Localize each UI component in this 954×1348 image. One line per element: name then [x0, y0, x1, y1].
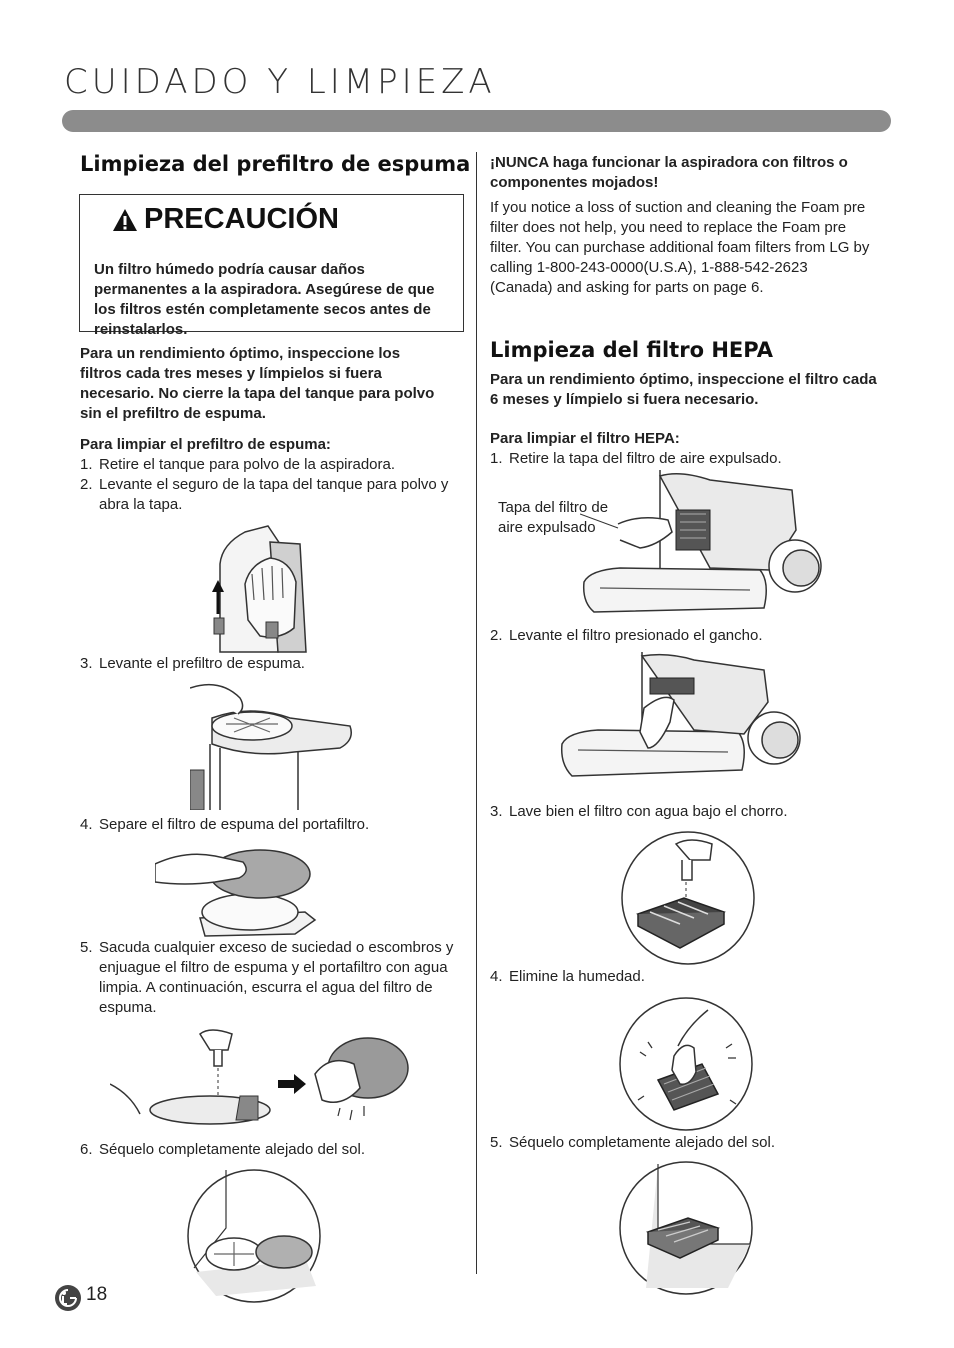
foam-step-4-list — [80, 815, 450, 835]
hepa-step-1-list — [490, 449, 880, 469]
foam-intro: Para un rendimiento óptimo, inspeccione los filtros cada tres meses y límpielos si fuera necesario. No cierre la tapa del tanque para polvo sin el prefiltro de espuma. — [80, 345, 435, 422]
figure-shake-hepa — [618, 996, 754, 1132]
hepa-step-3: 3. Lave bien el filtro con agua bajo el chorro. — [490, 803, 788, 820]
foam-step-4: 4. Separe el filtro de espuma del portafiltro. — [80, 816, 370, 833]
hepa-step-5-list — [490, 1133, 880, 1153]
hepa-step-4-list — [490, 967, 880, 987]
title-bar — [62, 110, 891, 132]
figure-wash-hepa — [620, 830, 756, 966]
caution-label: PRECAUCIÓN — [144, 203, 339, 235]
section-heading-foam: Limpieza del prefiltro de espuma — [80, 152, 471, 176]
exhaust-cover-callout: Tapa del filtro de aire expulsado — [498, 499, 609, 536]
foam-step-5-list — [80, 938, 465, 1018]
foam-step-5: 5. Sacuda cualquier exceso de suciedad o escombros y enjuague el filtro de espuma y el portafiltro con agua limpia. A continuación, escurra el agua del filtro de espuma. — [80, 939, 454, 1016]
caution-text: Un filtro húmedo podría causar daños permanentes a la aspiradora. Asegúrese de que los filtros estén completamente secos antes de reinstalarlos. — [94, 261, 435, 338]
hepa-step-4: 4. Elimine la humedad. — [490, 968, 645, 985]
section-heading-hepa: Limpieza del filtro HEPA — [490, 338, 773, 362]
figure-lift-prefilter — [190, 678, 360, 810]
figure-remove-exhaust-cover — [580, 470, 825, 620]
hepa-step-3-list — [490, 802, 880, 822]
page-number: 18 — [86, 1284, 108, 1305]
hepa-procedure-title: Para limpiar el filtro HEPA: — [490, 430, 680, 447]
caution-header — [112, 203, 339, 236]
wet-warning: ¡NUNCA haga funcionar la aspiradora con filtros o componentes mojados! — [490, 154, 848, 191]
figure-separate-filter — [155, 842, 320, 938]
figure-rinse-squeeze — [110, 1024, 415, 1128]
foam-procedure-title: Para limpiar el prefiltro de espuma: — [80, 436, 331, 453]
page-title: CUIDADO Y LIMPIEZA — [64, 62, 496, 102]
foam-step-2: 2. Levante el seguro de la tapa del tanque para polvo y abra la tapa. — [80, 476, 449, 513]
figure-dry-hepa — [618, 1160, 754, 1296]
hepa-step-1: 1. Retire la tapa del filtro de aire expulsado. — [490, 450, 782, 467]
figure-dry-foam — [186, 1168, 322, 1304]
lg-logo-icon — [54, 1284, 82, 1312]
figure-lift-hepa — [558, 652, 803, 782]
foam-step-3: 3. Levante el prefiltro de espuma. — [80, 655, 305, 672]
hepa-step-5: 5. Séquelo completamente alejado del sol. — [490, 1134, 776, 1151]
foam-step-1: 1. Retire el tanque para polvo de la aspiradora. — [80, 456, 396, 473]
caution-box — [79, 194, 464, 338]
replacement-note: If you notice a loss of suction and cleaning the Foam pre filter does not help, you need to replace the Foam pre filter. You can purchase additional foam filters from LG by calling 1-800-243-0000(U.S.A), 1-888-542-2623 (Canada) and asking for parts on page 6. — [490, 199, 870, 296]
column-divider — [476, 152, 477, 1274]
hepa-intro: Para un rendimiento óptimo, inspeccione el filtro cada 6 meses y límpielo si fuera necesario. — [490, 371, 877, 408]
figure-open-lid — [190, 524, 330, 654]
warning-icon — [112, 208, 138, 232]
foam-step-6: 6. Séquelo completamente alejado del sol. — [80, 1141, 366, 1158]
hepa-step-2-list — [490, 626, 880, 646]
foam-step-6-list — [80, 1140, 450, 1160]
foam-steps-1-2 — [80, 455, 450, 515]
foam-step-3-list — [80, 654, 450, 674]
hepa-step-2: 2. Levante el filtro presionado el gancho. — [490, 627, 763, 644]
lg-logo — [54, 1284, 82, 1317]
